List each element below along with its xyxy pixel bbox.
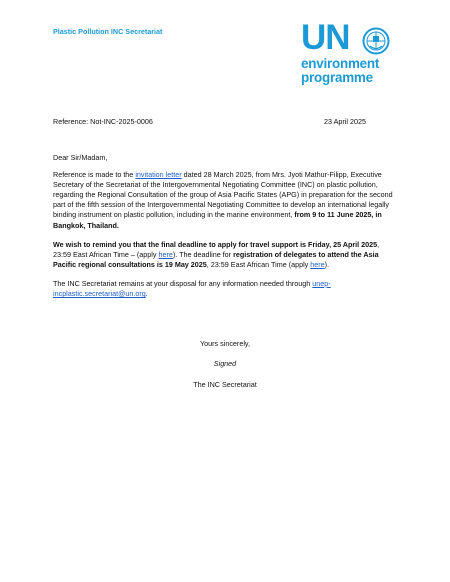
unep-logo xyxy=(300,18,392,85)
salutation: Dear Sir/Madam, xyxy=(53,153,108,162)
registration-deadline-text: registration of delegates to attend the Asia Pacific regional consultations is 19 May 2025 xyxy=(53,249,379,269)
un-emblem-icon xyxy=(362,27,390,55)
reference-number: Reference: Not-INC-2025-0006 xyxy=(53,117,153,126)
letter-date: 23 April 2025 xyxy=(324,117,366,126)
paragraph-deadlines: We wish to remind you that the final deadline to apply for travel support is Friday, 25 April 2025, 23:59 East African Time – (apply here). The deadline for registration of delegates to attend the Asia Pacific regional consultations is 19 May 2025, 23:59 East African Time (apply here). xyxy=(53,239,380,269)
event-dates-text: from 9 to 11 June 2025, in Bangkok, Thailand. xyxy=(53,210,382,230)
reference-line xyxy=(53,117,366,126)
apply-registration-link[interactable]: here xyxy=(310,259,325,269)
paragraph-contact: The INC Secretariat remains at your disposal for any information needed through unep-incplastic.secretariat@un.org. xyxy=(53,278,331,299)
closing-signatory: The INC Secretariat xyxy=(193,380,257,389)
logo-un-text: UN xyxy=(301,18,350,57)
secretariat-header: Plastic Pollution INC Secretariat xyxy=(53,27,163,36)
closing-signed: Signed xyxy=(213,359,237,368)
logo-programme-text: programme xyxy=(301,70,373,85)
travel-deadline-text: We wish to remind you that the final deadline to apply for travel support is Friday, 25 April 2025 xyxy=(53,239,378,249)
paragraph-reference: Reference is made to the invitation letter dated 28 March 2025, from Mrs. Jyoti Mathur-Filipp, Executive Secretary of the Secretariat of the Intergovernmental Negotiating Committee (INC) on plastic pollution, regarding the Regional Consultation of the group of Asia Pacific States (APG) in preparation for the second part of the fifth session of the Intergovernmental Negotiating Committee to develop an international legally binding instrument on plastic pollution, including in the marine environment, from 9 to 11 June 2025, in Bangkok, Thailand. xyxy=(53,170,393,230)
letter-body xyxy=(53,153,398,308)
closing-yours-sincerely: Yours sincerely, xyxy=(200,339,250,348)
logo-environment-text: environment xyxy=(301,56,380,71)
invitation-letter-link[interactable]: invitation letter xyxy=(135,170,182,180)
apply-travel-link[interactable]: here xyxy=(158,249,173,259)
secretariat-email-link[interactable]: unep-incplastic.secretariat@un.org xyxy=(53,278,331,299)
